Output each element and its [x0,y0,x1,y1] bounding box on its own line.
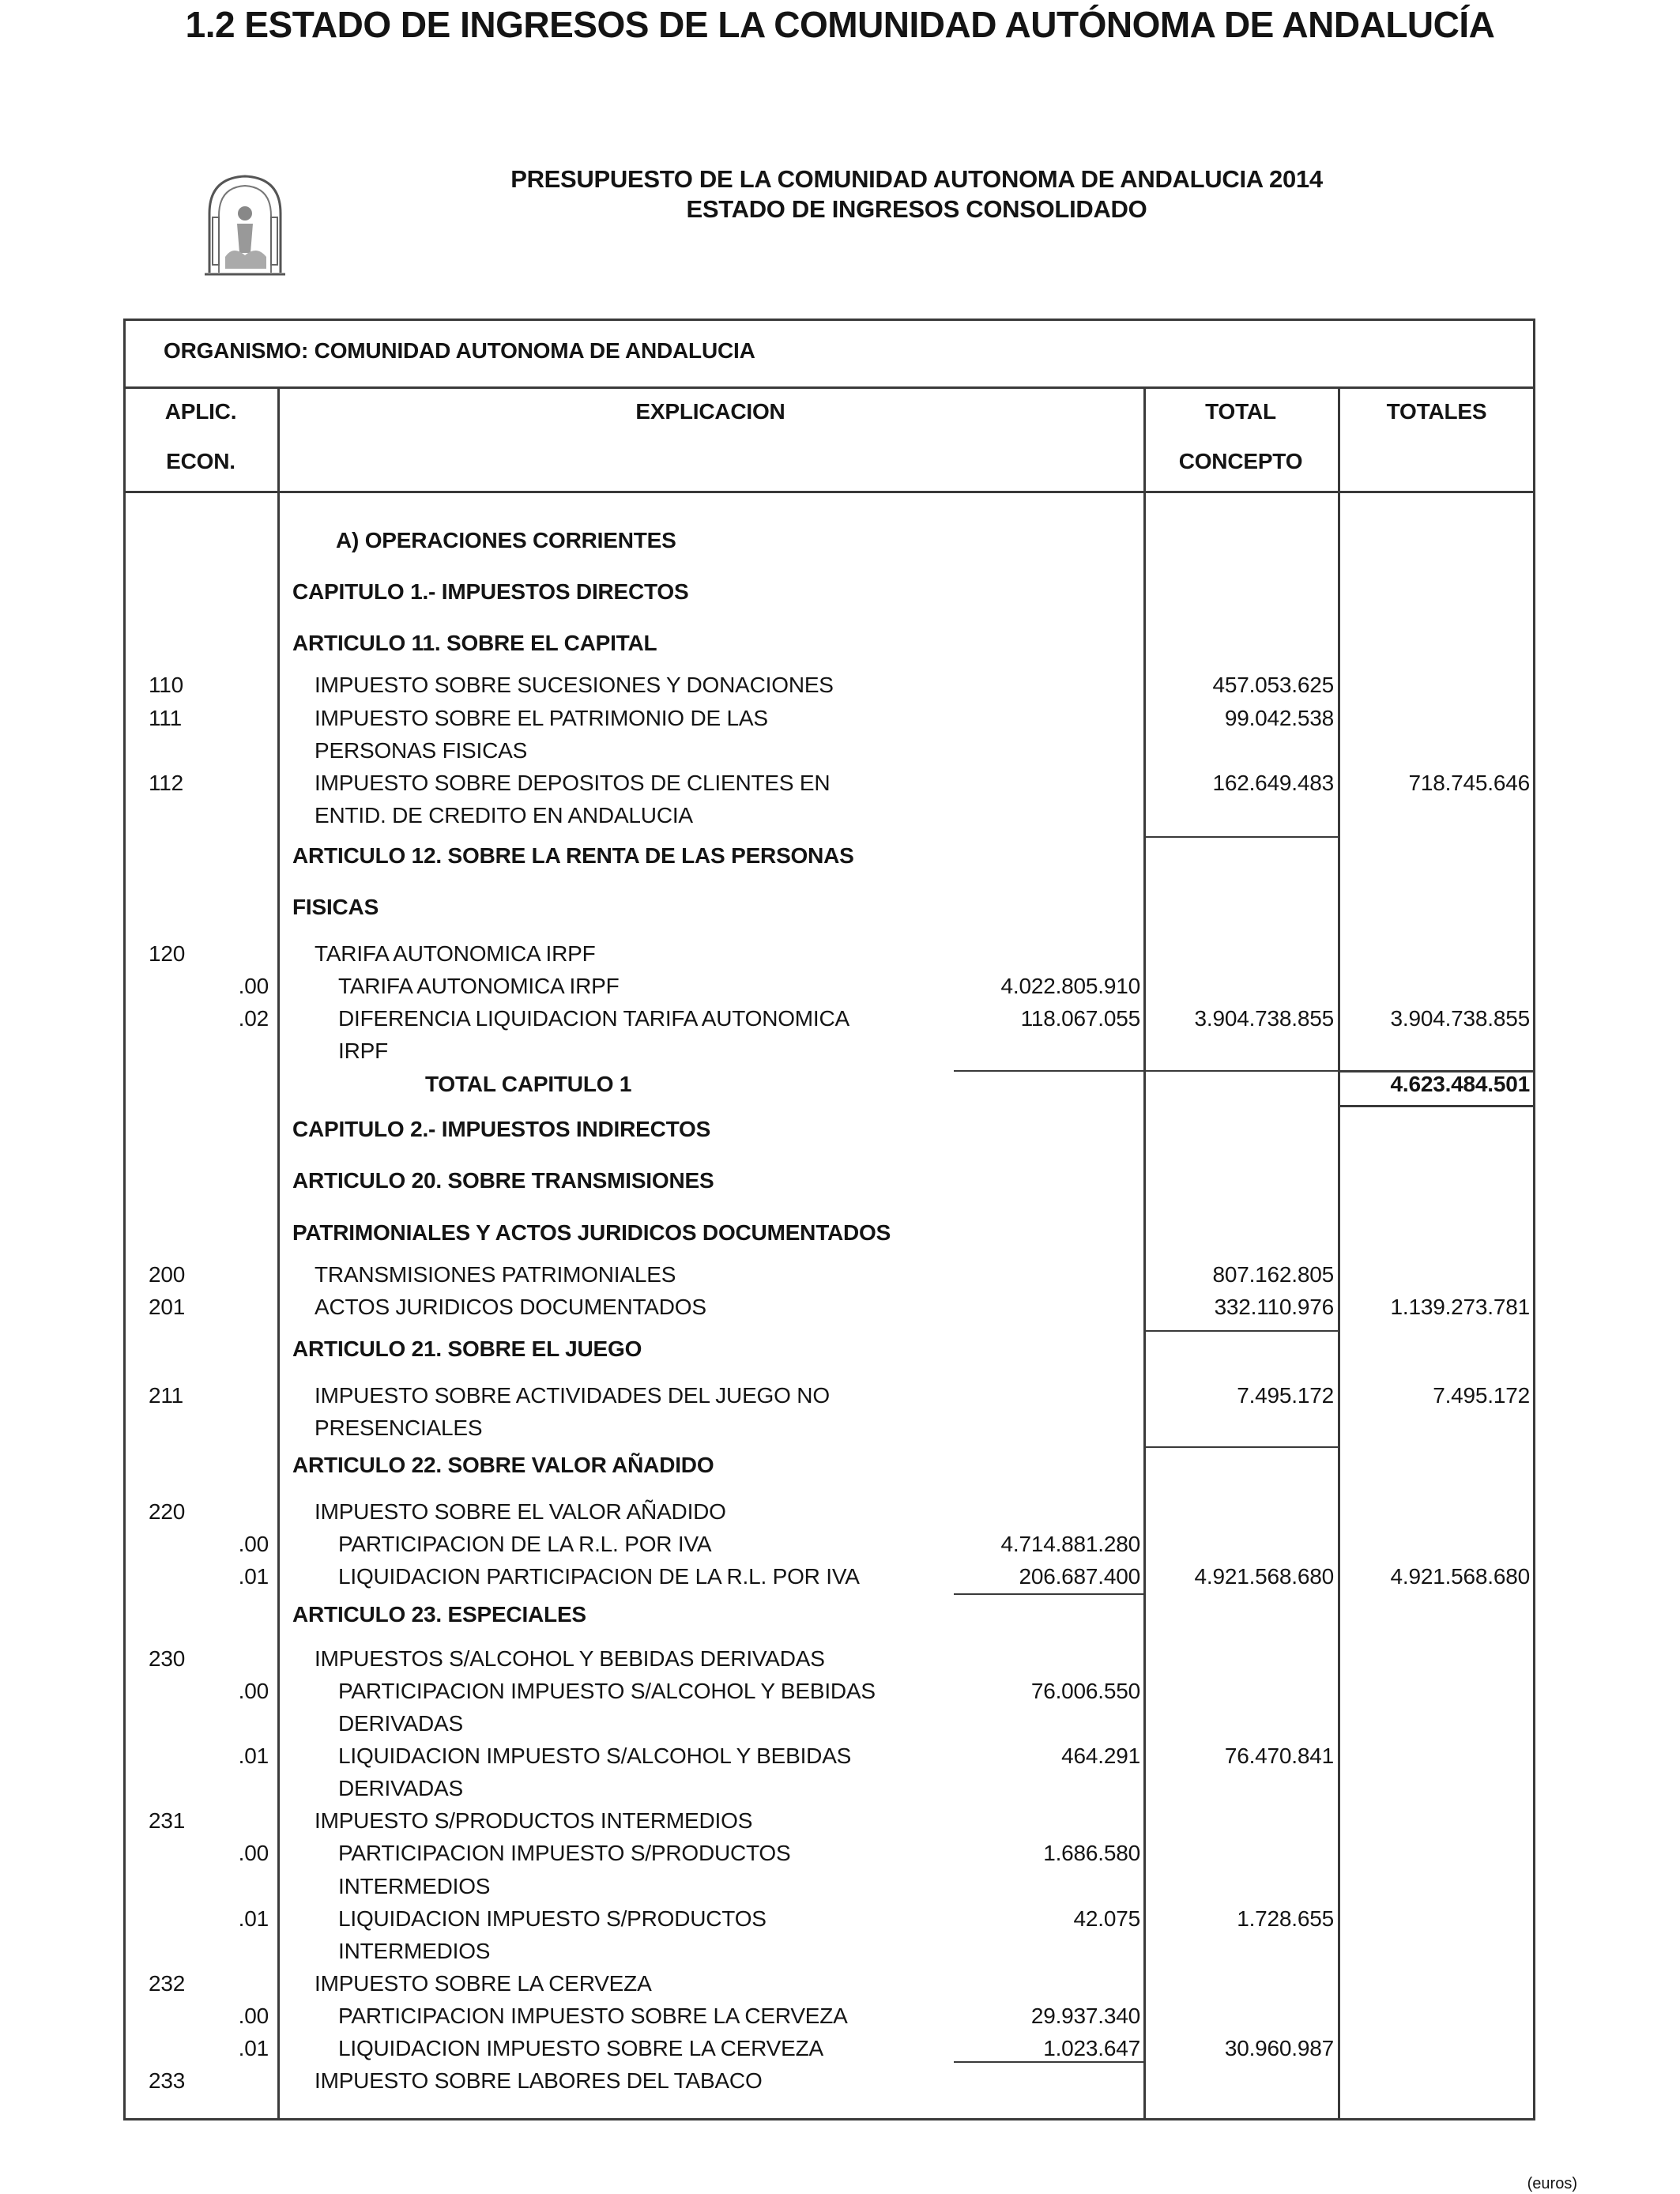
row-explanation: ENTID. DE CREDITO EN ANDALUCIA [315,803,693,827]
footer-unit: (euros) [1527,2175,1577,2192]
row-code: 111 [149,706,182,730]
row-code: 220 [149,1499,186,1524]
header-aplic: APLIC. [164,399,237,424]
row-code: 211 [149,1383,184,1408]
row-explanation: IMPUESTO SOBRE EL VALOR AÑADIDO [315,1499,726,1524]
header-total: TOTAL [1205,399,1276,424]
main-title: 1.2 ESTADO DE INGRESOS DE LA COMUNIDAD AUTÓNOMA DE ANDALUCÍA [185,4,1495,45]
row-explanation: IMPUESTOS S/ALCOHOL Y BEBIDAS DERIVADAS [315,1646,825,1671]
row-explanation: IMPUESTO S/PRODUCTOS INTERMEDIOS [315,1808,753,1833]
row-explanation: INTERMEDIOS [338,1939,491,1963]
row-sub-value: 1.686.580 [1043,1841,1140,1865]
row-sub-value: 76.006.550 [1030,1679,1140,1703]
row-explanation: DERIVADAS [338,1711,463,1736]
row-concept-total: 7.495.172 [1237,1383,1334,1408]
row-explanation: IMPUESTO SOBRE DEPOSITOS DE CLIENTES EN [315,771,831,795]
row-explanation: PRESENCIALES [315,1416,483,1440]
row-explanation: CAPITULO 1.- IMPUESTOS DIRECTOS [292,579,689,604]
row-explanation: ARTICULO 21. SOBRE EL JUEGO [292,1336,642,1361]
rule-art230-sub [954,2061,1143,2063]
row-explanation: IMPUESTO SOBRE LA CERVEZA [315,1971,652,1996]
rule-cap1-concept [1143,1070,1338,1072]
row-totales: 718.745.646 [1408,771,1530,795]
row-concept-total: 1.728.655 [1237,1906,1334,1931]
row-explanation: DERIVADAS [338,1776,463,1800]
row-sub-value: 4.022.805.910 [1000,974,1140,998]
row-code: 201 [149,1295,186,1319]
row-totales: 1.139.273.781 [1390,1295,1530,1319]
row-code: 233 [149,2068,186,2093]
row-totales: 3.904.738.855 [1390,1006,1530,1031]
row-explanation: PARTICIPACION IMPUESTO SOBRE LA CERVEZA [338,2004,848,2028]
row-explanation: PARTICIPACION DE LA R.L. POR IVA [338,1532,712,1556]
rule-art22-sub [954,1593,1143,1595]
header-totales: TOTALES [1386,399,1487,424]
row-explanation: A) OPERACIONES CORRIENTES [336,528,676,552]
row-explanation: TRANSMISIONES PATRIMONIALES [315,1262,676,1287]
row-explanation: TARIFA AUTONOMICA IRPF [338,974,620,998]
row-explanation: ARTICULO 20. SOBRE TRANSMISIONES [292,1168,714,1193]
row-code: 110 [149,673,184,697]
header-econ: ECON. [166,449,235,473]
row-sub-value: 1.023.647 [1043,2036,1140,2060]
document-subtitle [458,164,1375,224]
row-explanation: PATRIMONIALES Y ACTOS JURIDICOS DOCUMENTADOS [292,1220,891,1245]
row-subcode: .00 [238,2004,269,2028]
row-explanation: IMPUESTO SOBRE ACTIVIDADES DEL JUEGO NO [315,1383,830,1408]
row-explanation: ARTICULO 12. SOBRE LA RENTA DE LAS PERSONAS [292,843,854,868]
row-subcode: .01 [238,1564,269,1589]
row-concept-total: 3.904.738.855 [1194,1006,1334,1031]
row-explanation: TARIFA AUTONOMICA IRPF [315,941,596,966]
row-explanation: LIQUIDACION IMPUESTO SOBRE LA CERVEZA [338,2036,823,2060]
row-explanation: ARTICULO 23. ESPECIALES [292,1602,586,1627]
row-explanation: CAPITULO 2.- IMPUESTOS INDIRECTOS [292,1117,711,1141]
rule-cap1-sub [954,1070,1143,1072]
row-concept-total: 457.053.625 [1212,673,1334,697]
row-sub-value: 464.291 [1061,1744,1140,1768]
rule-art20-concept [1143,1330,1338,1332]
row-subcode: .00 [238,1679,269,1703]
row-subcode: .00 [238,1532,269,1556]
row-explanation: DIFERENCIA LIQUIDACION TARIFA AUTONOMICA [338,1006,850,1031]
row-code: 112 [149,771,184,795]
row-sub-value: 29.937.340 [1030,2004,1140,2028]
row-explanation: INTERMEDIOS [338,1874,491,1898]
header-divider [123,491,1535,493]
row-subcode: .01 [238,2036,269,2060]
row-explanation: IRPF [338,1039,388,1063]
header-explicacion: EXPLICACION [635,399,785,424]
row-explanation: PERSONAS FISICAS [315,738,528,763]
row-explanation: LIQUIDACION PARTICIPACION DE LA R.L. POR IVA [338,1564,860,1589]
row-subcode: .01 [238,1906,269,1931]
row-sub-value: 206.687.400 [1019,1564,1140,1589]
row-concept-total: 99.042.538 [1224,706,1334,730]
row-subcode: .02 [238,1006,269,1031]
row-totales: 4.623.484.501 [1390,1072,1530,1096]
row-code: 230 [149,1646,186,1671]
row-concept-total: 807.162.805 [1212,1262,1334,1287]
row-concept-total: 30.960.987 [1224,2036,1334,2060]
row-explanation: TOTAL CAPITULO 1 [425,1072,632,1096]
row-explanation: LIQUIDACION IMPUESTO S/ALCOHOL Y BEBIDAS [338,1744,852,1768]
row-subcode: .01 [238,1744,269,1768]
col-divider-explicacion [1143,386,1146,2120]
subtitle-line1: PRESUPUESTO DE LA COMUNIDAD AUTONOMA DE ANDALUCIA 2014 [510,165,1323,193]
col-divider-concepto [1338,386,1340,2120]
rule-cap1-totales-bottom [1338,1105,1535,1107]
row-concept-total: 76.470.841 [1224,1744,1334,1768]
subtitle-line2: ESTADO DE INGRESOS CONSOLIDADO [686,195,1147,223]
rule-art21-concept [1143,1446,1338,1448]
header-concepto: CONCEPTO [1178,449,1303,473]
row-subcode: .00 [238,1841,269,1865]
row-explanation: PARTICIPACION IMPUESTO S/PRODUCTOS [338,1841,791,1865]
row-sub-value: 118.067.055 [1020,1006,1140,1031]
row-totales: 4.921.568.680 [1390,1564,1530,1589]
row-sub-value: 4.714.881.280 [1000,1532,1140,1556]
row-sub-value: 42.075 [1073,1906,1140,1931]
row-explanation: LIQUIDACION IMPUESTO S/PRODUCTOS [338,1906,767,1931]
row-concept-total: 162.649.483 [1212,771,1334,795]
row-explanation: IMPUESTO SOBRE EL PATRIMONIO DE LAS [315,706,768,730]
row-explanation: ARTICULO 11. SOBRE EL CAPITAL [292,631,657,655]
row-totales: 7.495.172 [1433,1383,1530,1408]
row-explanation: PARTICIPACION IMPUESTO S/ALCOHOL Y BEBIDAS [338,1679,876,1703]
row-code: 231 [149,1808,186,1833]
row-code: 120 [149,941,186,966]
junta-andalucia-coat-of-arms-icon [202,170,288,281]
row-concept-total: 4.921.568.680 [1194,1564,1334,1589]
row-explanation: FISICAS [292,895,379,919]
row-subcode: .00 [238,974,269,998]
row-explanation: ACTOS JURIDICOS DOCUMENTADOS [315,1295,706,1319]
row-code: 232 [149,1971,186,1996]
row-explanation: IMPUESTO SOBRE SUCESIONES Y DONACIONES [315,673,834,697]
row-code: 200 [149,1262,186,1287]
row-concept-total: 332.110.976 [1214,1295,1334,1319]
organismo-label: ORGANISMO: COMUNIDAD AUTONOMA DE ANDALUCIA [164,338,755,363]
rule-art11-concept [1143,836,1338,838]
row-explanation: IMPUESTO SOBRE LABORES DEL TABACO [315,2068,763,2093]
row-explanation: ARTICULO 22. SOBRE VALOR AÑADIDO [292,1453,714,1477]
col-divider-code [277,386,280,2120]
organismo-divider [123,386,1535,389]
